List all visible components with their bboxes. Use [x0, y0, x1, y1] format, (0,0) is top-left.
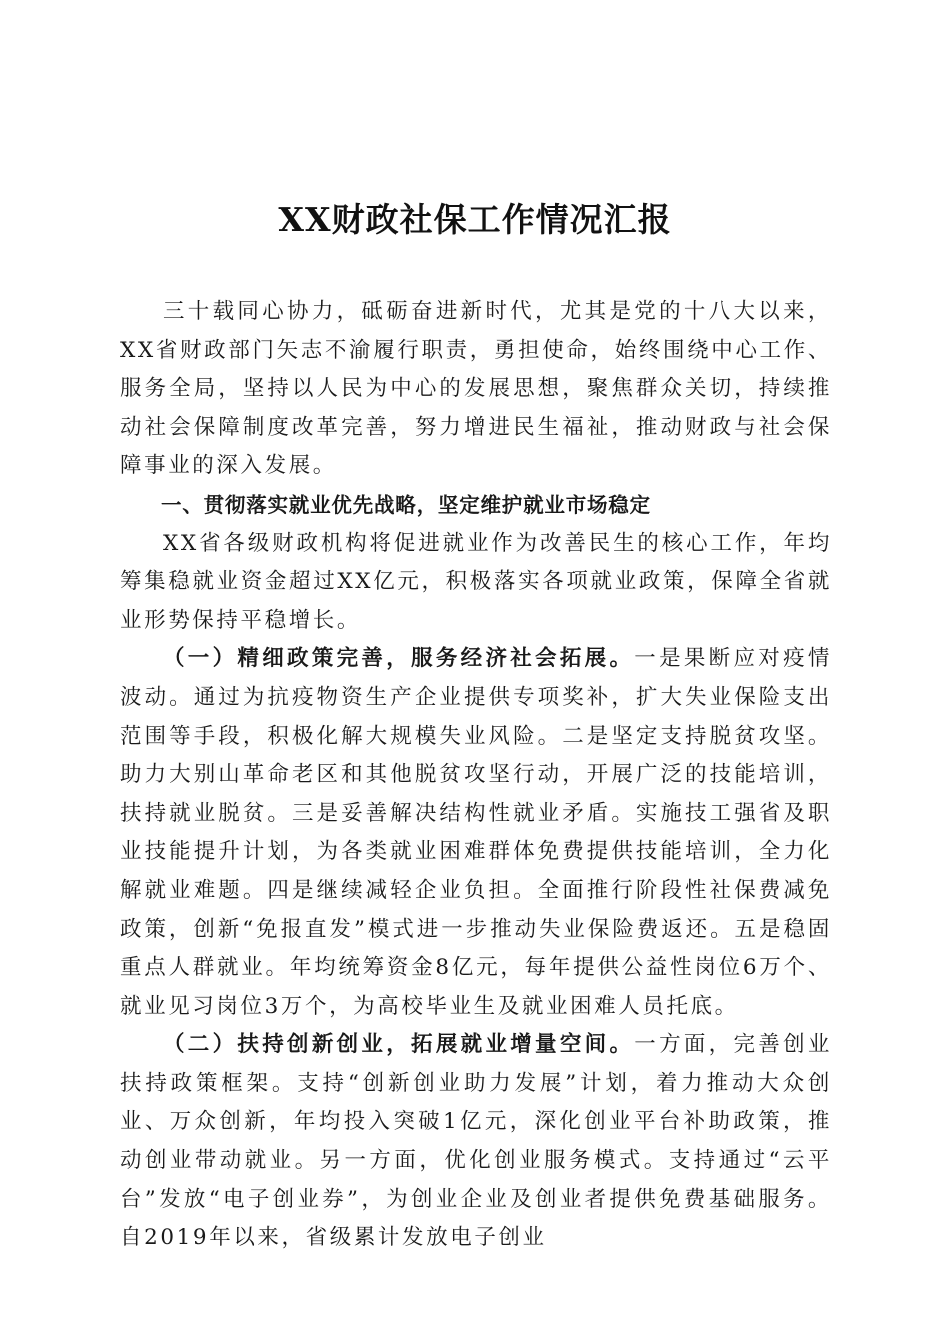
- section-intro-paragraph: XX省各级财政机构将促进就业作为改善民生的核心工作，年均筹集稳就业资金超过XX亿元，积极落实各项就业政策，保障全省就业形势保持平稳增长。: [120, 530, 832, 633]
- document-body: [120, 293, 832, 1258]
- section-heading: 一、贯彻落实就业优先战略，坚定维护就业市场稳定: [161, 492, 651, 517]
- subsection-1-lead: （一）精细政策完善，服务经济社会拓展。: [163, 646, 635, 672]
- document-title: XX财政社保工作情况汇报: [278, 200, 672, 239]
- subsection-2-text: 一方面，完善创业扶持政策框架。支持“创新创业助力发展”计划，着力推动大众创业、万众创新，年均投入突破1亿元，深化创业平台补助政策，推动创业带动就业。另一方面，优化创业服务模式。支持通过“云平台”发放“电子创业券”，为创业企业及创业者提供免费基础服务。自2019年以来，省级累计发放电子创业: [120, 1032, 832, 1251]
- subsection-2-paragraph: [120, 1026, 832, 1258]
- subsection-2-lead: （二）扶持创新创业，拓展就业增量空间。: [163, 1032, 635, 1058]
- subsection-1-paragraph: [120, 640, 832, 1026]
- subsection-1-text: 一是果断应对疫情波动。通过为抗疫物资生产企业提供专项奖补，扩大失业保险支出范围等手段，积极化解大规模失业风险。二是坚定支持脱贫攻坚。助力大别山革命老区和其他脱贫攻坚行动，开展广泛的技能培训，扶持就业脱贫。三是妥善解决结构性就业矛盾。实施技工强省及职业技能提升计划，为各类就业困难群体免费提供技能培训，全力化解就业难题。四是继续减轻企业负担。全面推行阶段性社保费减免政策，创新“免报直发”模式进一步推动失业保险费返还。五是稳固重点人群就业。年均统筹资金8亿元，每年提供公益性岗位6万个、就业见习岗位3万个，为高校毕业生及就业困难人员托底。: [120, 646, 832, 1019]
- intro-paragraph: 三十载同心协力，砥砺奋进新时代，尤其是党的十八大以来，XX省财政部门矢志不渝履行职责，勇担使命，始终围绕中心工作、服务全局，坚持以人民为中心的发展思想，聚焦群众关切，持续推动社会保障制度改革完善，努力增进民生福祉，推动财政与社会保障事业的深入发展。: [120, 299, 832, 479]
